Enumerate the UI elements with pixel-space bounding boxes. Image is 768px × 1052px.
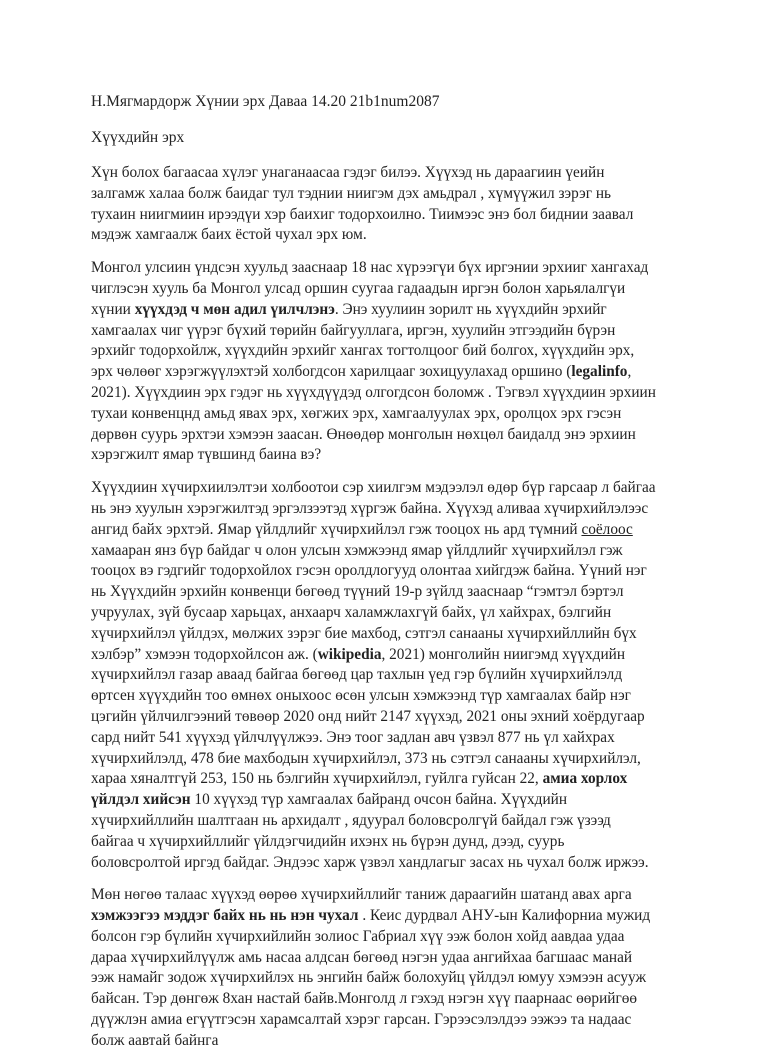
text-segment: , 2021) монголийн ниигэмд хүүхдийн хүчирхийлэл газар аваад байгаа бөгөөд цар тахлын үед гэр бүлийн хүчирхийлэлд өртсен хүүхдийн тоо өмнөх оныхоос өсөн улсын хэмжээнд түр хамгаалах байр нэг цэгийн үйлчилгээний төвөөр 2020 онд нийт 2147 хүүхэд, 2021 оны эхний хоёрдугаар сард нийт 541 хүүхэд үйлчлүүлжээ. Энэ тоог задлан авч үзвэл 877 нь үл хайхрах хүчирхийлэлд, 478 бие махбодын хүчирхийлэл, 373 нь сэтгэл санааны хүчирхийлэл, хараа хяналтгүй 253, 150 нь бэлгийн хүчирхийлэл, гуйлга гуйсан 22, (91, 645, 645, 788)
text-segment: . Энэ хуулиин зорилт нь хүүхдийн эрхийг хамгаалах чиг үүрэг бүхий төрийн байгууллага, иргэн, хуулийн этгээдийн бүрэн эрхийг тодорхойлж, хүүхдийн эрхийг хангах тогтолцоог бий болгох, хүүхдийн эрх, эрх чөлөөг хэрэгжүүлэхтэй холбогдсон харилцааг зохицуулахад оршино ( (91, 300, 635, 381)
text-segment: 10 хүүхэд түр хамгаалах байранд очсон байна. Хүүхдийн хүчирхийллийн шалтгаан нь архидалт , ядуурал боловсролгүй байдал гэж үзээд байгаа ч хүчирхийллийг үйлдэгчидийн ихэнх нь бүрэн дунд, дээд, суурь боловсролтой иргэд байдаг. Эндээс харж үзвэл хандлагыг засах нь чухал болж иржээ. (91, 791, 649, 871)
text-segment: . Кеис дурдвал АНУ-ын Калифорниа мужид болсон гэр бүлийн хүчирхийлийн золиос Габриал хүү ээж болон хойд аавдаа удаа дараа хүчирхийлүүлж амь насаа алдсан бөгөөд нэгэн удаа ангийхаа багшааc манай ээж намайг зодож хүчирхийлэх нь энгийн байж болохуйц үйлдэл юмуу хэмээн асууж байсан. Тэр дөнгөж 8хан настай байв.Монголд л гэхэд нэгэн хүү паарнаас өөрийгөө дүүжлэн амиа егүүтгэсэн харамсалтай хэрэг гарсан. Гэрээсэлэлдээ ээжээ та надаас болж аавтай байнга (91, 907, 651, 1049)
bold-text: хүүхдэд ч мөн адил үилчлэнэ (134, 300, 335, 318)
bold-text: амиа хорлох үйлдэл хийсэн (91, 770, 628, 809)
document-body (91, 163, 656, 1052)
paragraph (91, 478, 656, 873)
text-segment: Мөн нөгөө талаас хүүхэд өөрөө хүчирхийллийг таниж дараагийн шатанд авах арга (91, 886, 632, 904)
text-link[interactable]: соёлоос (581, 520, 633, 538)
bold-text: хэмжээгээ мэддэг байх нь нь нэн чухал (91, 907, 359, 925)
document-title: Хүүхдийн эрх (91, 129, 185, 146)
document-header: Н.Мягмардорж Хүнии эрх Даваа 14.20 21b1num2087 (91, 93, 440, 110)
text-segment: хамааран янз бүр байдаг ч олон улсын хэмжээнд ямар үйлдлийг хүчирхийлэл гэж тооцох вэ гэдгийг тодорхойлох гэсэн оролдлогууд олонтаа хийгдэж байна. Үүний нэг нь Хүүхдийн эрхийн конвенци бөгөөд түүний 19-р зүйлд зааснаар “гэмтэл бэртэл учруулах, зүй бусаар харьцах, анхаарч халамжлахгүй байх, үл хайхрах, бэлгийн хүчирхийлэл үйлдэх, мөлжих зэрэг бие махбод, сэтгэл санааны хүчирхийллийн бүх хэлбэр” хэмээн тодорхойлсон аж. ( (91, 541, 647, 663)
text-segment: Монгол улсиин үндсэн хуульд зааснаар 18 нас хүрээгүи бүх иргэнии эрхииг хангахад чиглэсэн хууль ба Монгол улсад оршин суугаа гадаадын иргэн болон харьялалгүи хүнии (91, 259, 649, 318)
text-segment: , 2021). Хүүхдиин эрх гэдэг нь хүүхдүүдэд олгогдсон боломж . Тэгвэл хүүхдиин эрхиин тухаи конвенцнд амьд явах эрх, хөгжих эрх, хамгаалуулах эрх, оролцох эрх гэсэн дөрвөн суурь эрхтэи хэмээн заасан. Өнөөдөр монголын нөхцөл баидалд энэ эрхиин хэрэгжилт ямар түвшинд баина вэ? (91, 363, 656, 464)
paragraph (91, 163, 656, 246)
paragraph (91, 885, 656, 1051)
text-segment: Хүүхдиин хүчирхиилэлтэи холбоотои сэр хиилгэм мэдээлэл өдөр бүр гарсаар л байгаа нь энэ хуулын хэрэгжилтэд эргэлзээтэд хүргэж байна. Хүүхэд аливаа хүчирхийлэлээс ангид байх эрхтэй. Ямар үйлдлийг хүчирхийлэл гэж тооцох нь ард түмний (91, 479, 656, 538)
bold-text: wikipedia (317, 645, 382, 663)
paragraph (91, 258, 656, 466)
text-segment: Хүн болох багаасаа хүлэг унаганаасаа гэдэг билээ. Хүүхэд нь дараагиин үеийн залгамж халаа болж баидаг тул тэднии ниигэм дэх амьдрал , хүмүүжил зэрэг нь тухаин ниигмиин ирээдүи хэр баихиг тодорхоилно. Тиимээс энэ бол биднии заавал мэдэж хамгаалж баих ёстой чухал эрх юм. (91, 164, 634, 244)
bold-text: legalinfo (571, 363, 628, 381)
